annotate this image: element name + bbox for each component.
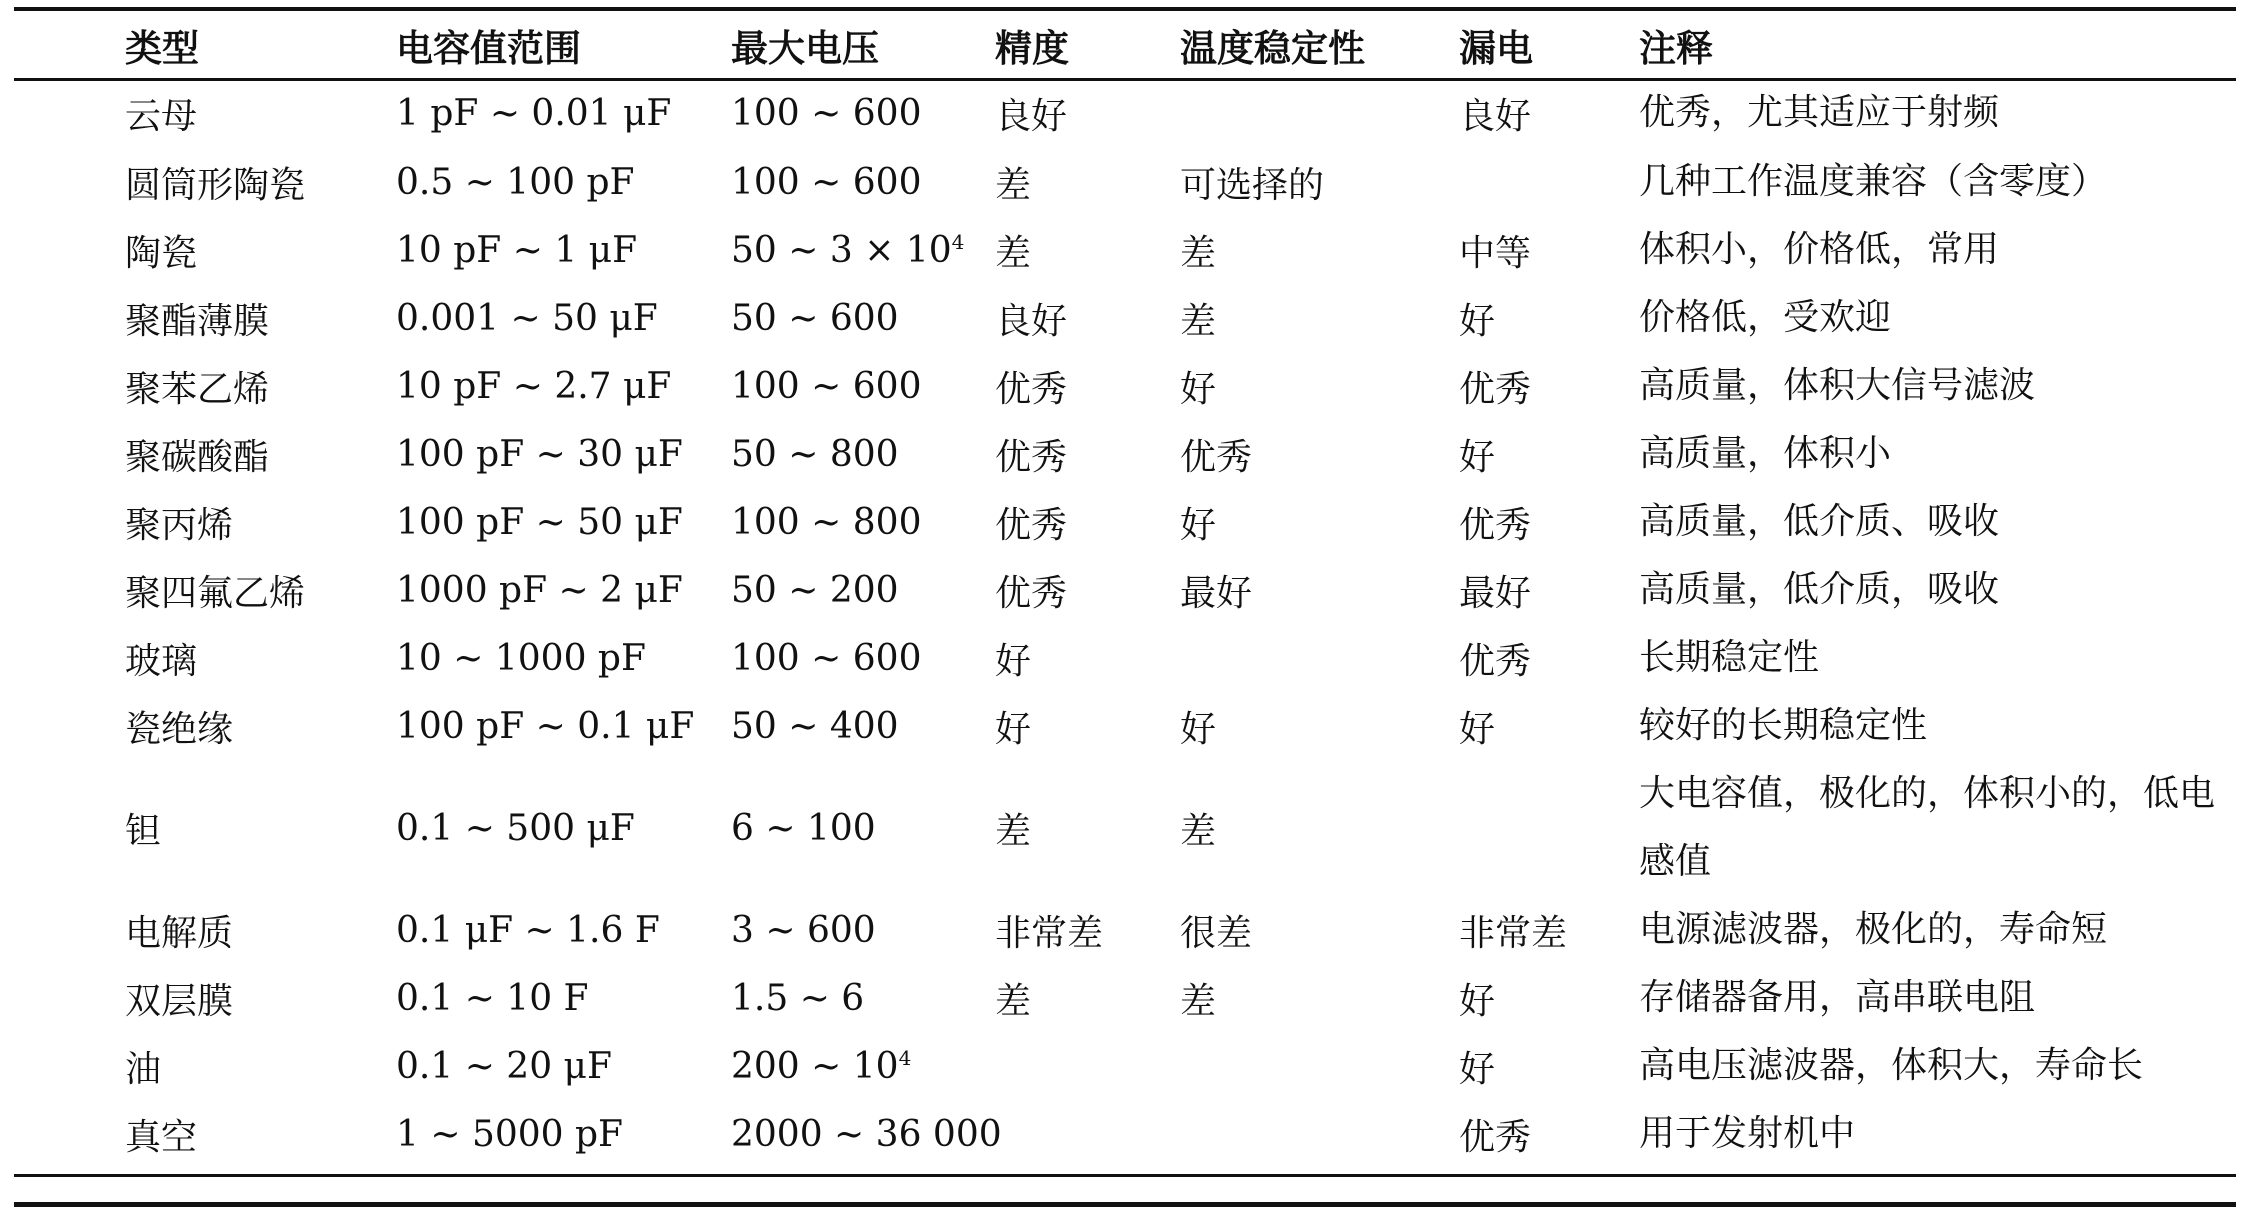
cell-accuracy: 非常差 [995, 912, 1104, 954]
cell-capacitance-range: 10 pF ~ 1 μF [396, 229, 638, 271]
cell-leakage [1459, 760, 1639, 896]
row-spacer [14, 1032, 125, 1100]
cell-accuracy [995, 1100, 1180, 1168]
row-spacer [14, 896, 125, 964]
row-spacer [14, 964, 125, 1032]
cell-capacitance-range: 100 pF ~ 50 μF [396, 501, 683, 543]
cell-accuracy: 良好 [995, 95, 1068, 137]
cell-max-voltage [731, 1100, 1002, 1168]
voltage-value: 50 ~ 800 [731, 433, 899, 475]
row-spacer [14, 216, 125, 284]
table-row [14, 896, 2236, 964]
cell-type: 聚碳酸酯 [125, 436, 270, 478]
cell-capacitance-range: 10 ~ 1000 pF [396, 637, 646, 679]
header-leakage: 漏电 [1459, 27, 1533, 70]
table-row [14, 216, 2236, 284]
voltage-value: 1.5 ~ 6 [731, 977, 865, 1019]
header-temperature-stability: 温度稳定性 [1180, 27, 1365, 70]
row-spacer [14, 78, 125, 148]
voltage-value: 50 ~ 600 [731, 297, 899, 339]
cell-temperature-stability [1180, 1032, 1459, 1100]
cell-type: 聚四氟乙烯 [125, 572, 306, 614]
cell-type: 油 [125, 1048, 162, 1090]
cell-notes: 用于发射机中 [1639, 1113, 1856, 1154]
cell-leakage: 最好 [1459, 572, 1532, 614]
cell-temperature-stability: 可选择的 [1180, 164, 1325, 206]
cell-temperature-stability [1180, 1100, 1459, 1168]
cell-capacitance-range: 0.5 ~ 100 pF [396, 161, 635, 203]
header-type: 类型 [125, 27, 199, 70]
cell-type: 真空 [125, 1116, 198, 1158]
cell-leakage: 好 [1459, 436, 1496, 478]
header-row [14, 12, 2236, 78]
cell-max-voltage [731, 488, 995, 556]
table-row [14, 556, 2236, 624]
cell-max-voltage [731, 896, 995, 964]
cell-leakage: 优秀 [1459, 640, 1532, 682]
cell-leakage: 好 [1459, 300, 1496, 342]
cell-temperature-stability: 好 [1180, 504, 1217, 546]
cell-type: 陶瓷 [125, 232, 198, 274]
cell-temperature-stability: 最好 [1180, 572, 1253, 614]
cell-leakage: 优秀 [1459, 368, 1532, 410]
cell-accuracy: 差 [995, 164, 1032, 206]
cell-max-voltage [731, 556, 995, 624]
table-row [14, 964, 2236, 1032]
cell-max-voltage [731, 624, 995, 692]
cell-notes: 高质量，低介质，吸收 [1639, 569, 2000, 610]
table-row [14, 488, 2236, 556]
cell-capacitance-range: 100 pF ~ 30 μF [396, 433, 683, 475]
row-spacer [14, 352, 125, 420]
voltage-value: 50 ~ 3 × 10 [731, 229, 952, 271]
cell-type: 聚丙烯 [125, 504, 234, 546]
cell-max-voltage [731, 420, 995, 488]
cell-notes: 高质量，体积小 [1639, 433, 1892, 474]
header-notes: 注释 [1639, 27, 1713, 70]
cell-notes: 存储器备用，高串联电阻 [1639, 977, 2036, 1018]
cell-max-voltage [731, 352, 995, 420]
cell-temperature-stability: 很差 [1180, 912, 1253, 954]
voltage-value: 100 ~ 600 [731, 92, 922, 134]
cell-temperature-stability: 差 [1180, 810, 1217, 852]
cell-leakage: 良好 [1459, 95, 1532, 137]
cell-max-voltage [731, 78, 995, 148]
cell-capacitance-range: 0.1 ~ 500 μF [396, 807, 635, 849]
voltage-value: 2000 ~ 36 000 [731, 1113, 1002, 1155]
cell-max-voltage [731, 692, 995, 760]
cell-max-voltage [731, 1032, 995, 1100]
cell-leakage: 优秀 [1459, 504, 1532, 546]
voltage-value: 6 ~ 100 [731, 807, 876, 849]
cell-accuracy: 好 [995, 640, 1032, 682]
cell-accuracy: 好 [995, 708, 1032, 750]
cell-accuracy: 差 [995, 232, 1032, 274]
cell-max-voltage [731, 216, 995, 284]
cell-accuracy: 差 [995, 810, 1032, 852]
row-spacer [14, 1100, 125, 1168]
row-spacer [14, 420, 125, 488]
cell-notes: 长期稳定性 [1639, 637, 1820, 678]
header-max-voltage: 最大电压 [731, 27, 879, 70]
cell-type: 瓷绝缘 [125, 708, 234, 750]
cell-accuracy [995, 1032, 1180, 1100]
header-accuracy: 精度 [995, 27, 1069, 70]
cell-leakage [1459, 148, 1639, 216]
cell-notes: 体积小，价格低，常用 [1639, 229, 2000, 270]
cell-type: 双层膜 [125, 980, 234, 1022]
cell-temperature-stability: 好 [1180, 708, 1217, 750]
row-spacer [14, 556, 125, 624]
voltage-exponent: 4 [951, 229, 965, 254]
cell-capacitance-range: 1 ~ 5000 pF [396, 1113, 624, 1155]
cell-temperature-stability: 好 [1180, 368, 1217, 410]
cell-capacitance-range: 0.1 μF ~ 1.6 F [396, 909, 660, 951]
cell-capacitance-range: 1 pF ~ 0.01 μF [396, 92, 672, 134]
cell-capacitance-range: 10 pF ~ 2.7 μF [396, 365, 672, 407]
table-row [14, 1032, 2236, 1100]
cell-max-voltage [731, 760, 995, 896]
cell-leakage: 非常差 [1459, 912, 1568, 954]
table-row [14, 78, 2236, 148]
cell-leakage: 好 [1459, 708, 1496, 750]
cell-type: 玻璃 [125, 640, 198, 682]
cell-temperature-stability: 差 [1180, 300, 1217, 342]
cell-accuracy: 良好 [995, 300, 1068, 342]
header-capacitance-range: 电容值范围 [396, 27, 581, 70]
cell-notes: 大电容值，极化的，体积小的，低电感值 [1639, 773, 2216, 882]
cell-type: 电解质 [125, 912, 234, 954]
cell-max-voltage [731, 964, 995, 1032]
cell-temperature-stability: 优秀 [1180, 436, 1253, 478]
header-spacer [14, 12, 125, 78]
voltage-value: 200 ~ 10 [731, 1045, 899, 1087]
voltage-value: 50 ~ 400 [731, 705, 899, 747]
cell-accuracy: 优秀 [995, 504, 1068, 546]
row-spacer [14, 488, 125, 556]
voltage-exponent: 4 [898, 1045, 912, 1070]
cell-accuracy: 优秀 [995, 368, 1068, 410]
table-top-rule [14, 7, 2236, 11]
cell-accuracy: 差 [995, 980, 1032, 1022]
cell-leakage: 好 [1459, 980, 1496, 1022]
cell-accuracy: 优秀 [995, 572, 1068, 614]
table-row [14, 420, 2236, 488]
cell-temperature-stability: 差 [1180, 232, 1217, 274]
table-row [14, 284, 2236, 352]
table-bottom-thick-rule [14, 1202, 2236, 1207]
voltage-value: 100 ~ 600 [731, 637, 922, 679]
row-spacer [14, 692, 125, 760]
cell-leakage: 中等 [1459, 232, 1532, 274]
table-row [14, 760, 2236, 896]
cell-notes: 几种工作温度兼容（含零度） [1639, 161, 2108, 202]
cell-max-voltage [731, 284, 995, 352]
cell-notes: 高电压滤波器，体积大，寿命长 [1639, 1045, 2144, 1086]
cell-temperature-stability [1180, 78, 1459, 148]
voltage-value: 100 ~ 600 [731, 365, 922, 407]
table-body [14, 78, 2236, 1168]
cell-temperature-stability: 差 [1180, 980, 1217, 1022]
cell-leakage: 优秀 [1459, 1116, 1532, 1158]
cell-capacitance-range: 0.001 ~ 50 μF [396, 297, 658, 339]
cell-notes: 较好的长期稳定性 [1639, 705, 1928, 746]
cell-notes: 价格低，受欢迎 [1639, 297, 1892, 338]
cell-accuracy: 优秀 [995, 436, 1068, 478]
voltage-value: 50 ~ 200 [731, 569, 899, 611]
cell-notes: 高质量，体积大信号滤波 [1639, 365, 2036, 406]
table-bottom-rule [14, 1174, 2236, 1177]
cell-notes: 优秀，尤其适应于射频 [1639, 92, 2000, 133]
cell-capacitance-range: 0.1 ~ 20 μF [396, 1045, 612, 1087]
table-row [14, 692, 2236, 760]
row-spacer [14, 284, 125, 352]
cell-temperature-stability [1180, 624, 1459, 692]
capacitor-types-table [14, 12, 2236, 1168]
cell-type: 钽 [125, 810, 162, 852]
table-row [14, 624, 2236, 692]
row-spacer [14, 760, 125, 896]
voltage-value: 100 ~ 600 [731, 161, 922, 203]
cell-capacitance-range: 1000 pF ~ 2 μF [396, 569, 683, 611]
cell-capacitance-range: 0.1 ~ 10 F [396, 977, 589, 1019]
table-row [14, 352, 2236, 420]
voltage-value: 100 ~ 800 [731, 501, 922, 543]
cell-leakage: 好 [1459, 1048, 1496, 1090]
table-row [14, 148, 2236, 216]
voltage-value: 3 ~ 600 [731, 909, 876, 951]
cell-notes: 高质量，低介质、吸收 [1639, 501, 2000, 542]
cell-type: 圆筒形陶瓷 [125, 164, 306, 206]
cell-max-voltage [731, 148, 995, 216]
table-row [14, 1100, 2236, 1168]
row-spacer [14, 624, 125, 692]
cell-type: 聚酯薄膜 [125, 300, 270, 342]
cell-capacitance-range: 100 pF ~ 0.1 μF [396, 705, 695, 747]
row-spacer [14, 148, 125, 216]
cell-type: 云母 [125, 95, 198, 137]
cell-type: 聚苯乙烯 [125, 368, 270, 410]
cell-notes: 电源滤波器，极化的，寿命短 [1639, 909, 2108, 950]
